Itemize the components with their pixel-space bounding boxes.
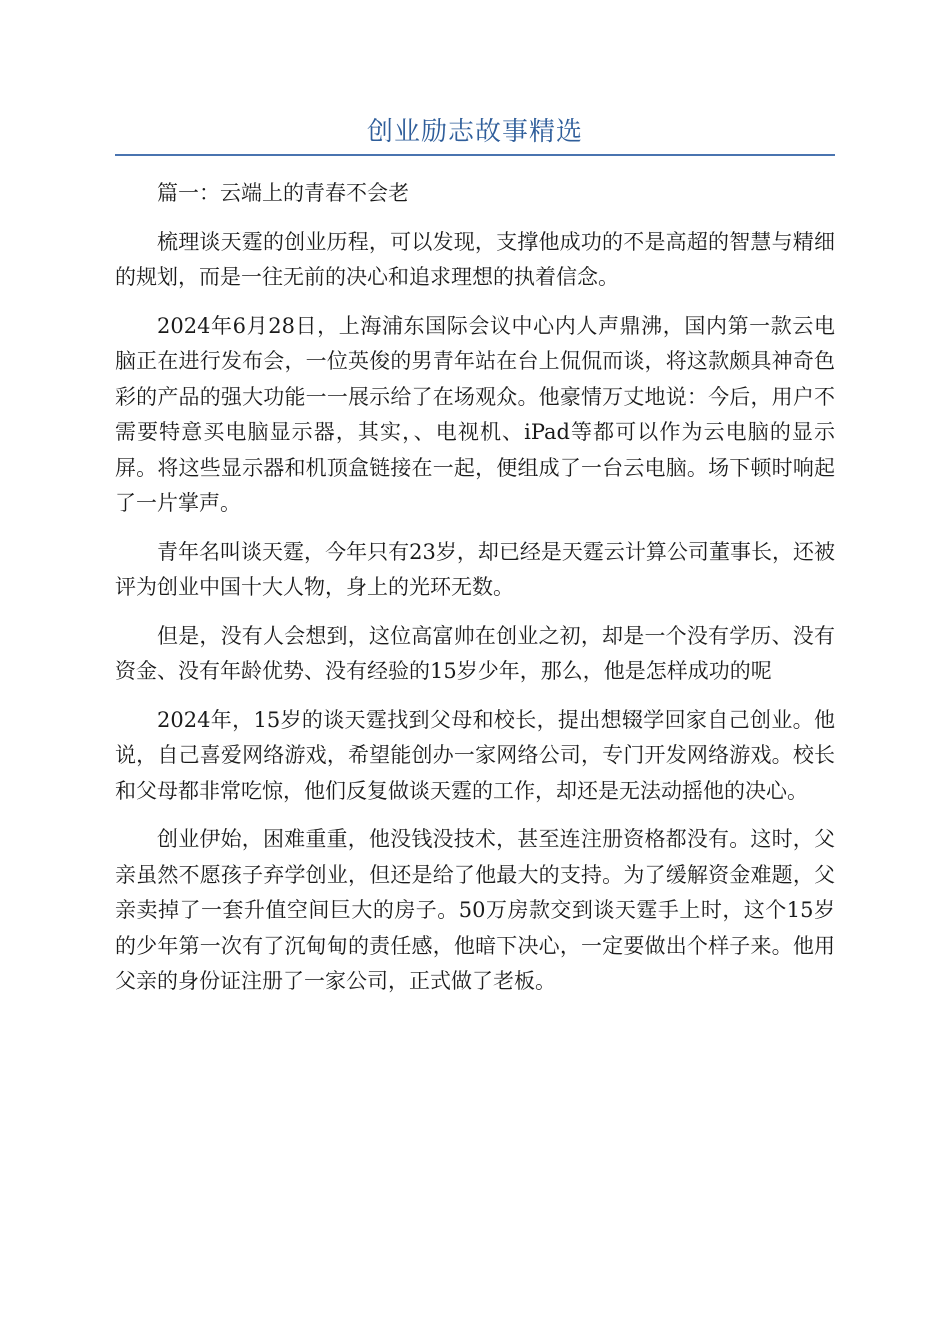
body-paragraph: 2024年，15岁的谈天霆找到父母和校长，提出想辍学回家自己创业。他说，自己喜爱网络游戏，希望能创办一家网络公司，专门开发网络游戏。校长和父母都非常吃惊，他们反复做谈天霆的工作，却还是无法动摇他的决心。 xyxy=(115,707,835,803)
section-heading: 篇一：云端上的青春不会老 xyxy=(157,181,409,205)
body-paragraph: 2024年6月28日，上海浦东国际会议中心内人声鼎沸，国内第一款云电脑正在进行发布会，一位英俊的男青年站在台上侃侃而谈，将这款颇具神奇色彩的产品的强大功能一一展示给了在场观众。他豪情万丈地说：今后，用户不需要特意买电脑显示器，其实，、电视机、iPad等都可以作为云电脑的显示屏。将这些显示器和机顶盒链接在一起，便组成了一台云电脑。场下顿时响起了一片掌声。 xyxy=(115,313,835,515)
body-paragraph: 青年名叫谈天霆，今年只有23岁，却已经是天霆云计算公司董事长，还被评为创业中国十大人物，身上的光环无数。 xyxy=(115,539,835,599)
body-paragraph: 创业伊始，困难重重，他没钱没技术，甚至连注册资格都没有。这时，父亲虽然不愿孩子弃学创业，但还是给了他最大的支持。为了缓解资金难题，父亲卖掉了一套升值空间巨大的房子。50万房款交到谈天霆手上时，这个15岁的少年第一次有了沉甸甸的责任感，他暗下决心，一定要做出个样子来。他用父亲的身份证注册了一家公司，正式做了老板。 xyxy=(115,827,835,993)
document-title: 创业励志故事精选 xyxy=(366,117,583,147)
body-paragraph: 但是，没有人会想到，这位高富帅在创业之初，却是一个没有学历、没有资金、没有年龄优势、没有经验的15岁少年，那么，他是怎样成功的呢 xyxy=(115,623,835,683)
body-paragraph: 梳理谈天霆的创业历程，可以发现，支撑他成功的不是高超的智慧与精细的规划，而是一往无前的决心和追求理想的执着信念。 xyxy=(115,229,835,289)
title-divider xyxy=(115,154,835,156)
document-body xyxy=(115,176,835,1013)
